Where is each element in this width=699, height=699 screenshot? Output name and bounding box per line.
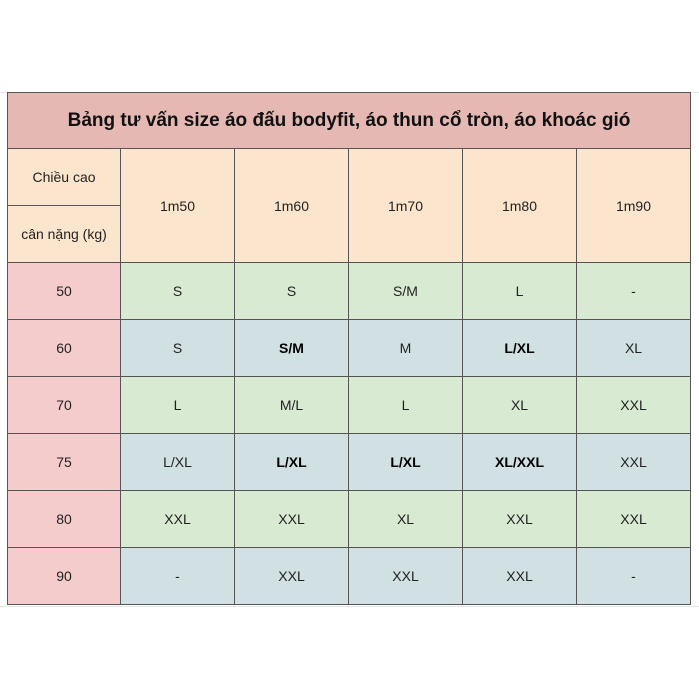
size-cell: L: [463, 263, 577, 320]
header-weight-label: cân nặng (kg): [7, 206, 121, 263]
size-cell: L/XL: [349, 434, 463, 491]
size-cell: -: [577, 548, 691, 605]
size-cell: S/M: [349, 263, 463, 320]
size-cell: XXL: [235, 548, 349, 605]
header-height-3: 1m70: [349, 149, 463, 263]
size-cell: L: [349, 377, 463, 434]
size-cell: -: [121, 548, 235, 605]
header-height-2: 1m60: [235, 149, 349, 263]
size-cell: L/XL: [121, 434, 235, 491]
size-cell: S: [121, 320, 235, 377]
size-cell: XXL: [577, 491, 691, 548]
size-cell: L/XL: [463, 320, 577, 377]
size-cell: XXL: [121, 491, 235, 548]
header-height-1: 1m50: [121, 149, 235, 263]
size-cell: L: [121, 377, 235, 434]
size-cell: XXL: [349, 548, 463, 605]
size-cell: S: [235, 263, 349, 320]
weight-cell: 75: [7, 434, 121, 491]
size-cell: XL: [463, 377, 577, 434]
size-cell: S/M: [235, 320, 349, 377]
weight-cell: 50: [7, 263, 121, 320]
header-height-5: 1m90: [577, 149, 691, 263]
header-height-label: Chiều cao: [7, 149, 121, 206]
size-cell: S: [121, 263, 235, 320]
weight-cell: 70: [7, 377, 121, 434]
size-cell: XL: [349, 491, 463, 548]
size-cell: XL: [577, 320, 691, 377]
size-cell: XXL: [463, 548, 577, 605]
size-cell: XXL: [235, 491, 349, 548]
size-cell: XXL: [577, 434, 691, 491]
weight-cell: 90: [7, 548, 121, 605]
size-cell: XL/XXL: [463, 434, 577, 491]
weight-cell: 60: [7, 320, 121, 377]
size-cell: M/L: [235, 377, 349, 434]
size-cell: -: [577, 263, 691, 320]
weight-cell: 80: [7, 491, 121, 548]
header-height-4: 1m80: [463, 149, 577, 263]
table-title: Bảng tư vấn size áo đấu bodyfit, áo thun cổ tròn, áo khoác gió: [7, 92, 691, 149]
size-cell: L/XL: [235, 434, 349, 491]
size-cell: XXL: [577, 377, 691, 434]
size-cell: XXL: [463, 491, 577, 548]
size-cell: M: [349, 320, 463, 377]
gridline: [0, 606, 699, 607]
